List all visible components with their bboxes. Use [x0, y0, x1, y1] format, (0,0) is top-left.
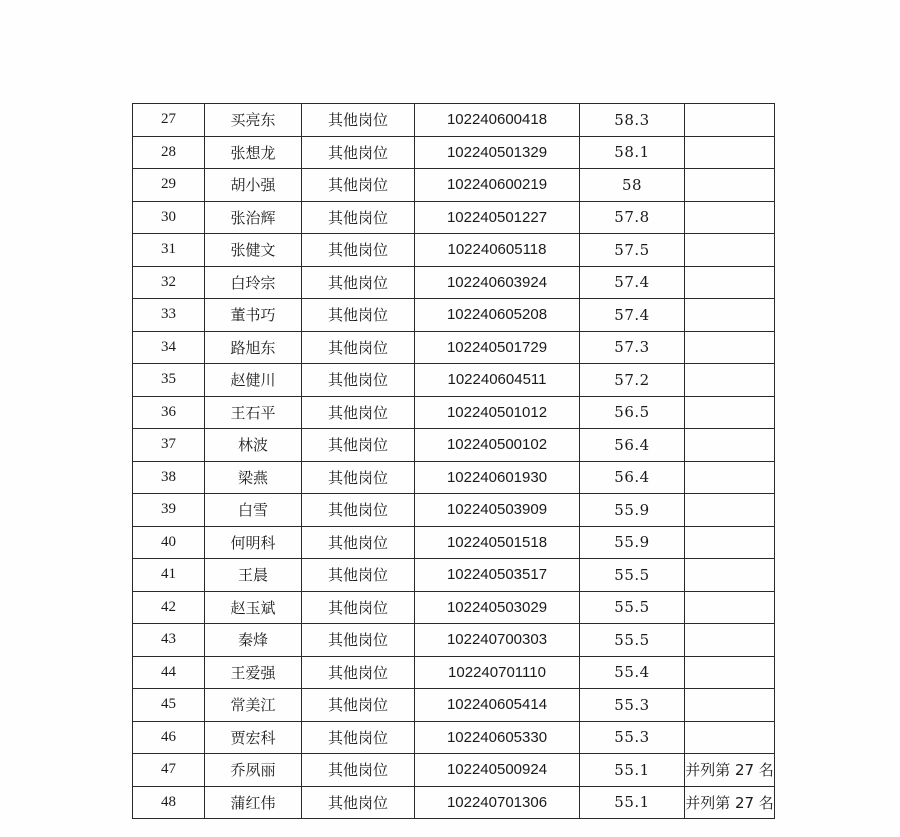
table-row [133, 721, 775, 754]
name-cell: 买亮东 [205, 104, 302, 137]
rank-cell: 35 [133, 364, 205, 397]
note-cell [685, 494, 775, 527]
table-row [133, 396, 775, 429]
name-cell: 张健文 [205, 234, 302, 267]
name-cell: 秦烽 [205, 624, 302, 657]
score-cell: 57.3 [580, 331, 685, 364]
position-cell: 其他岗位 [302, 234, 415, 267]
rank-cell: 41 [133, 559, 205, 592]
table-row [133, 136, 775, 169]
table-row [133, 234, 775, 267]
table-row [133, 754, 775, 787]
rank-cell: 31 [133, 234, 205, 267]
exam-id-cell: 102240500102 [415, 429, 580, 462]
name-cell: 张想龙 [205, 136, 302, 169]
name-cell: 林波 [205, 429, 302, 462]
rank-cell: 29 [133, 169, 205, 202]
exam-id-cell: 102240601930 [415, 461, 580, 494]
rank-cell: 36 [133, 396, 205, 429]
exam-id-cell: 102240600219 [415, 169, 580, 202]
score-cell: 57.2 [580, 364, 685, 397]
position-cell: 其他岗位 [302, 429, 415, 462]
note-cell [685, 526, 775, 559]
table-row [133, 461, 775, 494]
note-cell [685, 591, 775, 624]
name-cell: 王晨 [205, 559, 302, 592]
note-cell [685, 169, 775, 202]
score-cell: 57.4 [580, 299, 685, 332]
note-cell [685, 624, 775, 657]
rank-cell: 27 [133, 104, 205, 137]
score-cell: 57.8 [580, 201, 685, 234]
note-cell [685, 429, 775, 462]
name-cell: 蒲红伟 [205, 786, 302, 819]
note-cell [685, 461, 775, 494]
score-cell: 57.5 [580, 234, 685, 267]
table-row [133, 169, 775, 202]
note-cell [685, 559, 775, 592]
note-cell [685, 656, 775, 689]
table-row [133, 689, 775, 722]
score-cell: 56.4 [580, 429, 685, 462]
note-cell [685, 396, 775, 429]
score-cell: 55.1 [580, 754, 685, 787]
name-cell: 胡小强 [205, 169, 302, 202]
position-cell: 其他岗位 [302, 331, 415, 364]
rank-cell: 42 [133, 591, 205, 624]
position-cell: 其他岗位 [302, 104, 415, 137]
name-cell: 白雪 [205, 494, 302, 527]
name-cell: 赵健川 [205, 364, 302, 397]
table-row [133, 266, 775, 299]
position-cell: 其他岗位 [302, 494, 415, 527]
score-cell: 55.5 [580, 591, 685, 624]
score-cell: 55.3 [580, 721, 685, 754]
note-cell: 并列第 27 名 [685, 754, 775, 787]
table-row [133, 299, 775, 332]
exam-id-cell: 102240700303 [415, 624, 580, 657]
note-cell [685, 234, 775, 267]
score-cell: 56.4 [580, 461, 685, 494]
rank-cell: 44 [133, 656, 205, 689]
position-cell: 其他岗位 [302, 364, 415, 397]
exam-id-cell: 102240605208 [415, 299, 580, 332]
table-row [133, 624, 775, 657]
rank-cell: 45 [133, 689, 205, 722]
name-cell: 常美江 [205, 689, 302, 722]
score-cell: 58 [580, 169, 685, 202]
name-cell: 董书巧 [205, 299, 302, 332]
exam-id-cell: 102240603924 [415, 266, 580, 299]
exam-id-cell: 102240501729 [415, 331, 580, 364]
rank-cell: 28 [133, 136, 205, 169]
note-cell: 并列第 27 名 [685, 786, 775, 819]
score-cell: 55.9 [580, 494, 685, 527]
position-cell: 其他岗位 [302, 591, 415, 624]
table-row [133, 786, 775, 819]
rank-cell: 37 [133, 429, 205, 462]
score-cell: 55.5 [580, 624, 685, 657]
position-cell: 其他岗位 [302, 754, 415, 787]
table-row [133, 104, 775, 137]
exam-id-cell: 102240503909 [415, 494, 580, 527]
table-row [133, 364, 775, 397]
exam-id-cell: 102240500924 [415, 754, 580, 787]
exam-id-cell: 102240605414 [415, 689, 580, 722]
score-cell: 55.3 [580, 689, 685, 722]
position-cell: 其他岗位 [302, 656, 415, 689]
table-row [133, 526, 775, 559]
rank-cell: 34 [133, 331, 205, 364]
note-cell [685, 201, 775, 234]
name-cell: 王石平 [205, 396, 302, 429]
table-row [133, 201, 775, 234]
exam-id-cell: 102240605118 [415, 234, 580, 267]
rank-cell: 30 [133, 201, 205, 234]
score-cell: 57.4 [580, 266, 685, 299]
name-cell: 何明科 [205, 526, 302, 559]
score-cell: 58.3 [580, 104, 685, 137]
note-cell [685, 299, 775, 332]
position-cell: 其他岗位 [302, 396, 415, 429]
position-cell: 其他岗位 [302, 461, 415, 494]
score-cell: 55.9 [580, 526, 685, 559]
table-row [133, 559, 775, 592]
rank-cell: 47 [133, 754, 205, 787]
exam-id-cell: 102240701110 [415, 656, 580, 689]
name-cell: 路旭东 [205, 331, 302, 364]
table-row [133, 429, 775, 462]
exam-id-cell: 102240501329 [415, 136, 580, 169]
note-cell [685, 721, 775, 754]
score-cell: 58.1 [580, 136, 685, 169]
rank-cell: 48 [133, 786, 205, 819]
note-cell [685, 266, 775, 299]
position-cell: 其他岗位 [302, 526, 415, 559]
note-cell [685, 364, 775, 397]
rank-cell: 33 [133, 299, 205, 332]
name-cell: 张治辉 [205, 201, 302, 234]
position-cell: 其他岗位 [302, 266, 415, 299]
table-row [133, 494, 775, 527]
position-cell: 其他岗位 [302, 721, 415, 754]
score-cell: 55.4 [580, 656, 685, 689]
name-cell: 赵玉斌 [205, 591, 302, 624]
table-row [133, 591, 775, 624]
table-row [133, 656, 775, 689]
rank-cell: 39 [133, 494, 205, 527]
score-table [132, 103, 775, 819]
position-cell: 其他岗位 [302, 136, 415, 169]
name-cell: 贾宏科 [205, 721, 302, 754]
table-body [133, 104, 775, 819]
position-cell: 其他岗位 [302, 624, 415, 657]
note-cell [685, 136, 775, 169]
position-cell: 其他岗位 [302, 559, 415, 592]
exam-id-cell: 102240604511 [415, 364, 580, 397]
rank-cell: 43 [133, 624, 205, 657]
exam-id-cell: 102240605330 [415, 721, 580, 754]
position-cell: 其他岗位 [302, 201, 415, 234]
name-cell: 白玲宗 [205, 266, 302, 299]
exam-id-cell: 102240600418 [415, 104, 580, 137]
exam-id-cell: 102240503517 [415, 559, 580, 592]
position-cell: 其他岗位 [302, 689, 415, 722]
rank-cell: 46 [133, 721, 205, 754]
rank-cell: 38 [133, 461, 205, 494]
position-cell: 其他岗位 [302, 786, 415, 819]
exam-id-cell: 102240701306 [415, 786, 580, 819]
exam-id-cell: 102240501518 [415, 526, 580, 559]
score-cell: 55.1 [580, 786, 685, 819]
exam-id-cell: 102240501012 [415, 396, 580, 429]
position-cell: 其他岗位 [302, 169, 415, 202]
score-cell: 55.5 [580, 559, 685, 592]
note-cell [685, 104, 775, 137]
position-cell: 其他岗位 [302, 299, 415, 332]
exam-id-cell: 102240501227 [415, 201, 580, 234]
rank-cell: 40 [133, 526, 205, 559]
score-cell: 56.5 [580, 396, 685, 429]
rank-cell: 32 [133, 266, 205, 299]
note-cell [685, 689, 775, 722]
table-row [133, 331, 775, 364]
exam-id-cell: 102240503029 [415, 591, 580, 624]
note-cell [685, 331, 775, 364]
name-cell: 乔夙丽 [205, 754, 302, 787]
name-cell: 王爱强 [205, 656, 302, 689]
name-cell: 梁燕 [205, 461, 302, 494]
